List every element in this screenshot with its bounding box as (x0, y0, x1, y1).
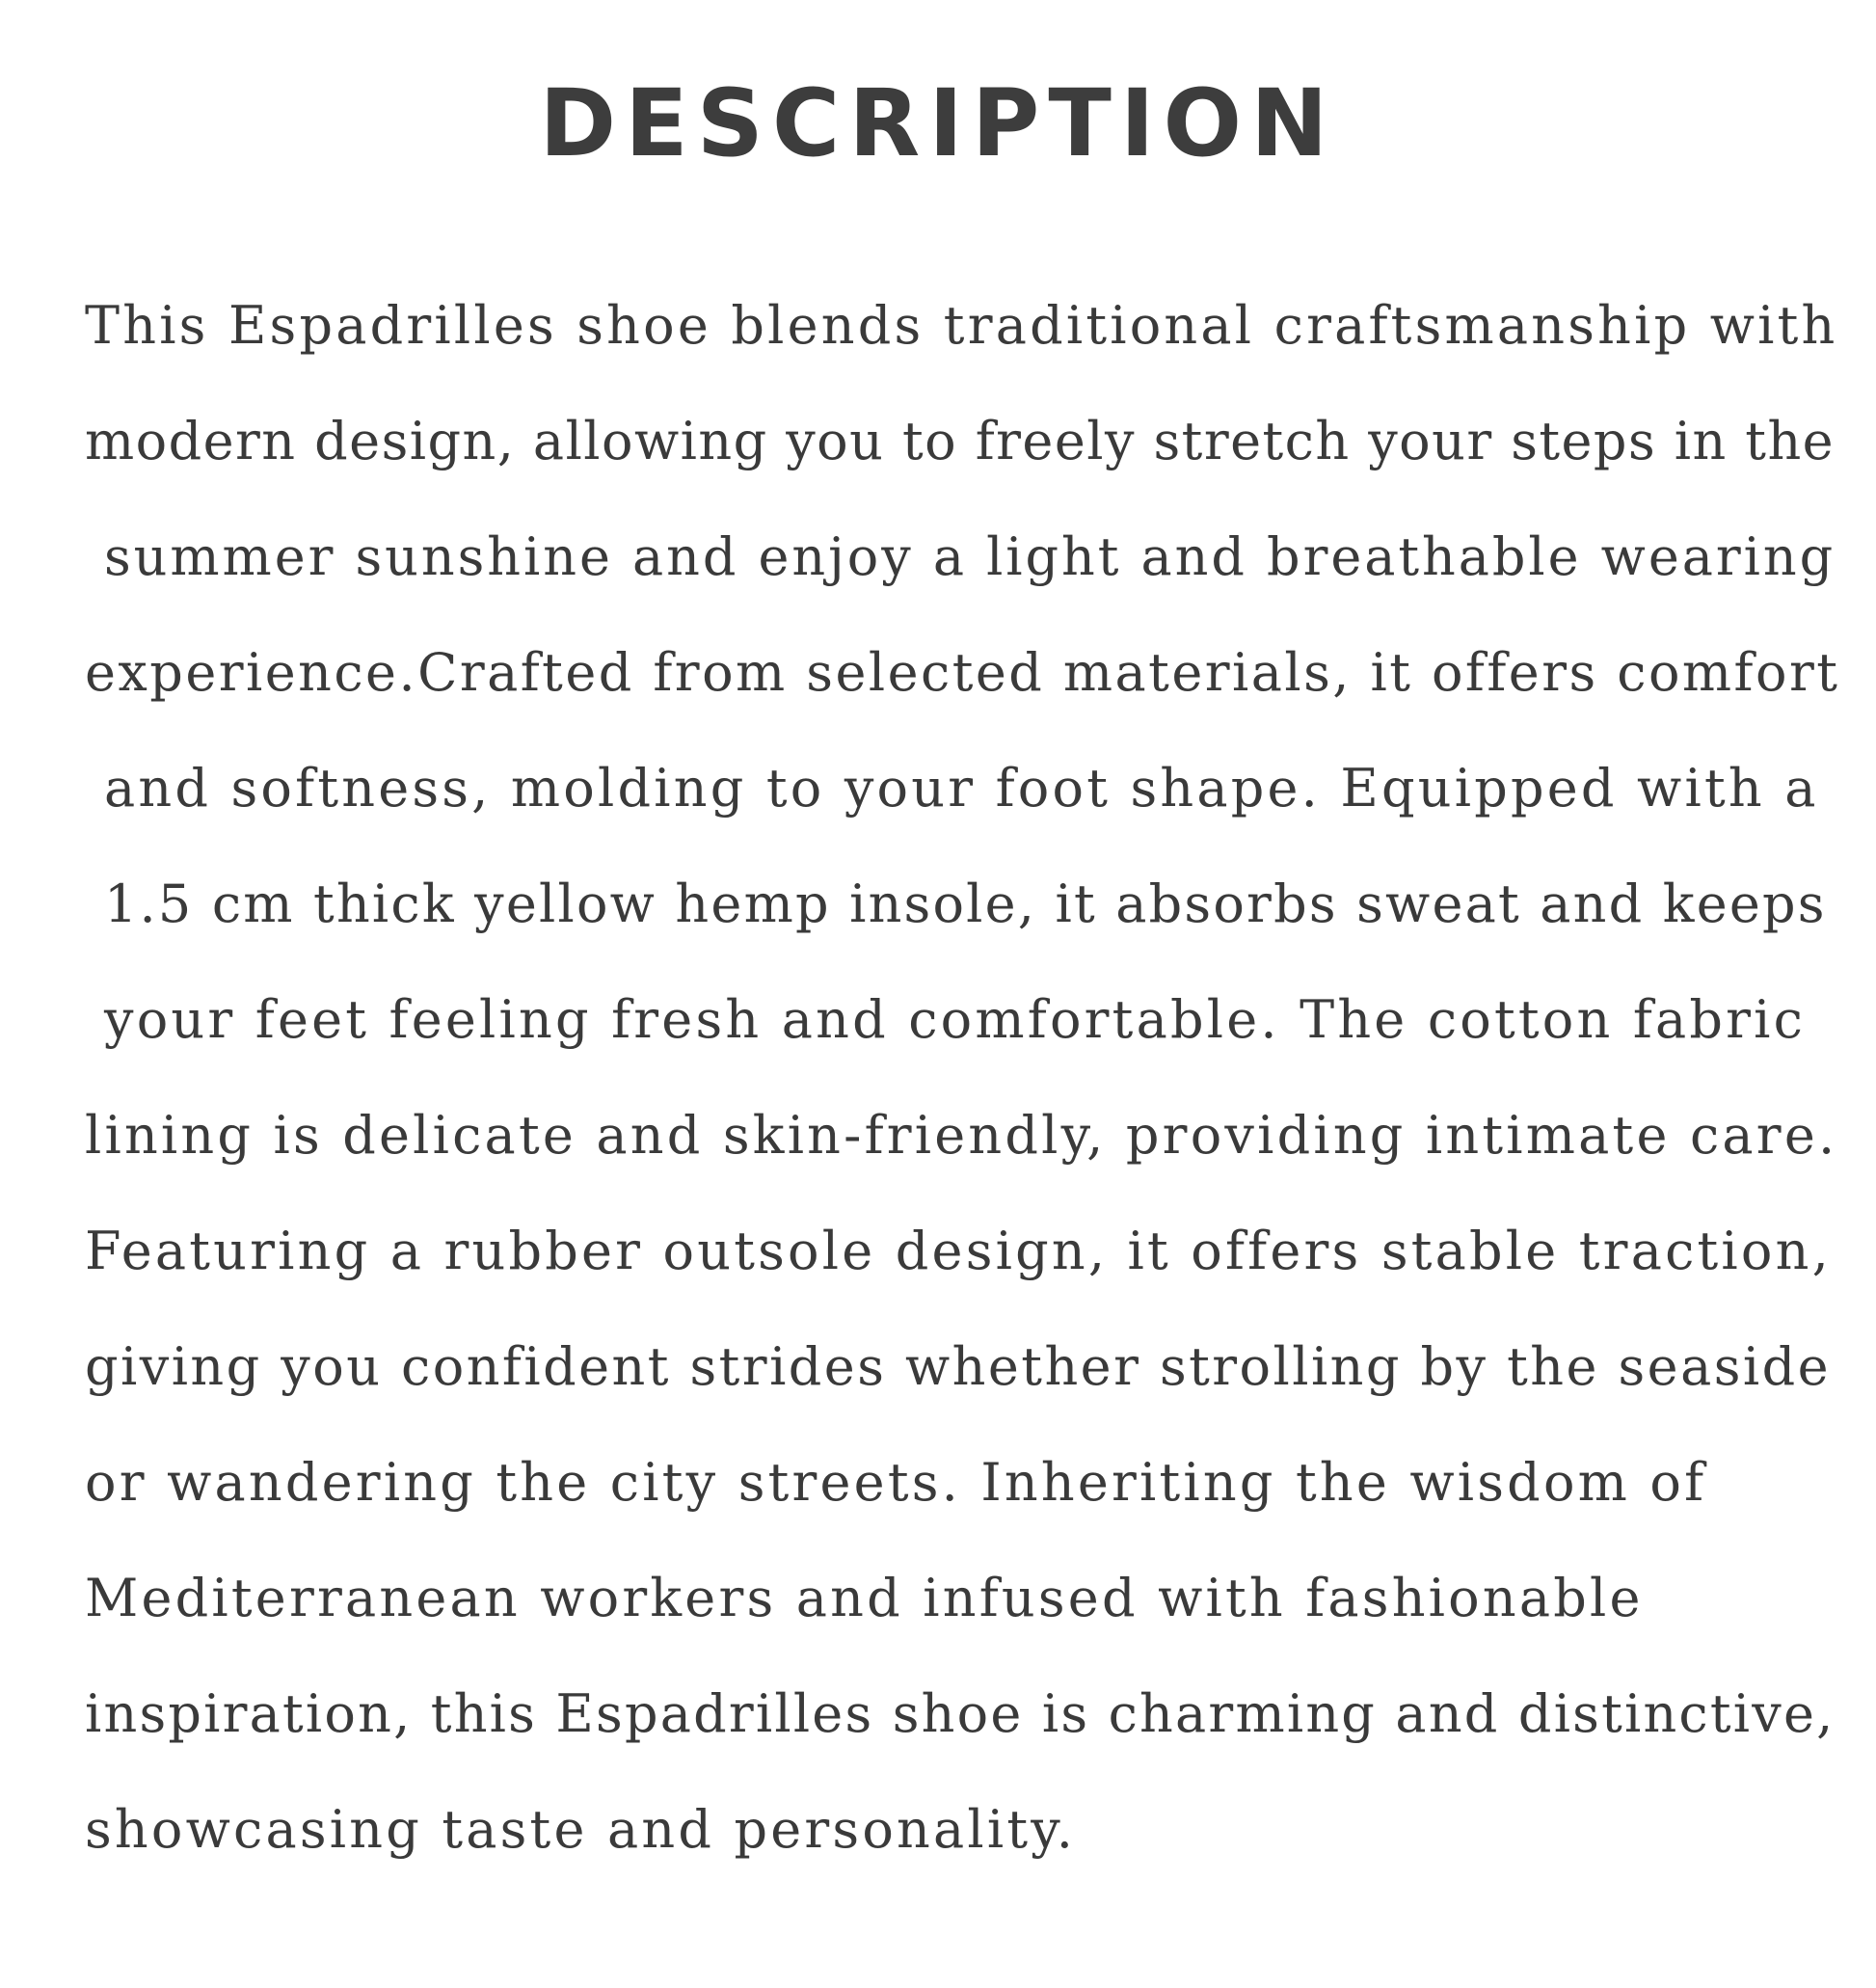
paragraph-line: 1.5 cm thick yellow hemp insole, it absorbs sweat and keeps (104, 873, 1827, 934)
paragraph-line: Mediterranean workers and infused with fashionable (85, 1568, 1644, 1628)
paragraph-line: Featuring a rubber outsole design, it offers stable traction, (85, 1221, 1832, 1281)
paragraph-line: giving you confident strides whether strolling by the seaside (85, 1336, 1832, 1397)
paragraph-line: and softness, molding to your foot shape. Equipped with a (104, 758, 1819, 819)
page-title: DESCRIPTION (539, 69, 1337, 177)
paragraph-line: or wandering the city streets. Inheriting the wisdom of (85, 1452, 1707, 1513)
paragraph-line: your feet feeling fresh and comfortable. The cotton fabric (104, 989, 1807, 1050)
paragraph-line: lining is delicate and skin-friendly, providing intimate care. (85, 1105, 1838, 1166)
paragraph-line: inspiration, this Espadrilles shoe is charming and distinctive, (85, 1683, 1836, 1744)
paragraph-line: showcasing taste and personality. (85, 1799, 1077, 1860)
paragraph-line: modern design, allowing you to freely stretch your steps in the (85, 411, 1836, 471)
paragraph-line: This Espadrilles shoe blends traditional craftsmanship with (85, 295, 1838, 356)
description-paragraph (85, 268, 1839, 1888)
paragraph-line: summer sunshine and enjoy a light and breathable wearing (104, 526, 1836, 587)
paragraph-line: experience.Crafted from selected materials, it offers comfort (85, 642, 1840, 703)
